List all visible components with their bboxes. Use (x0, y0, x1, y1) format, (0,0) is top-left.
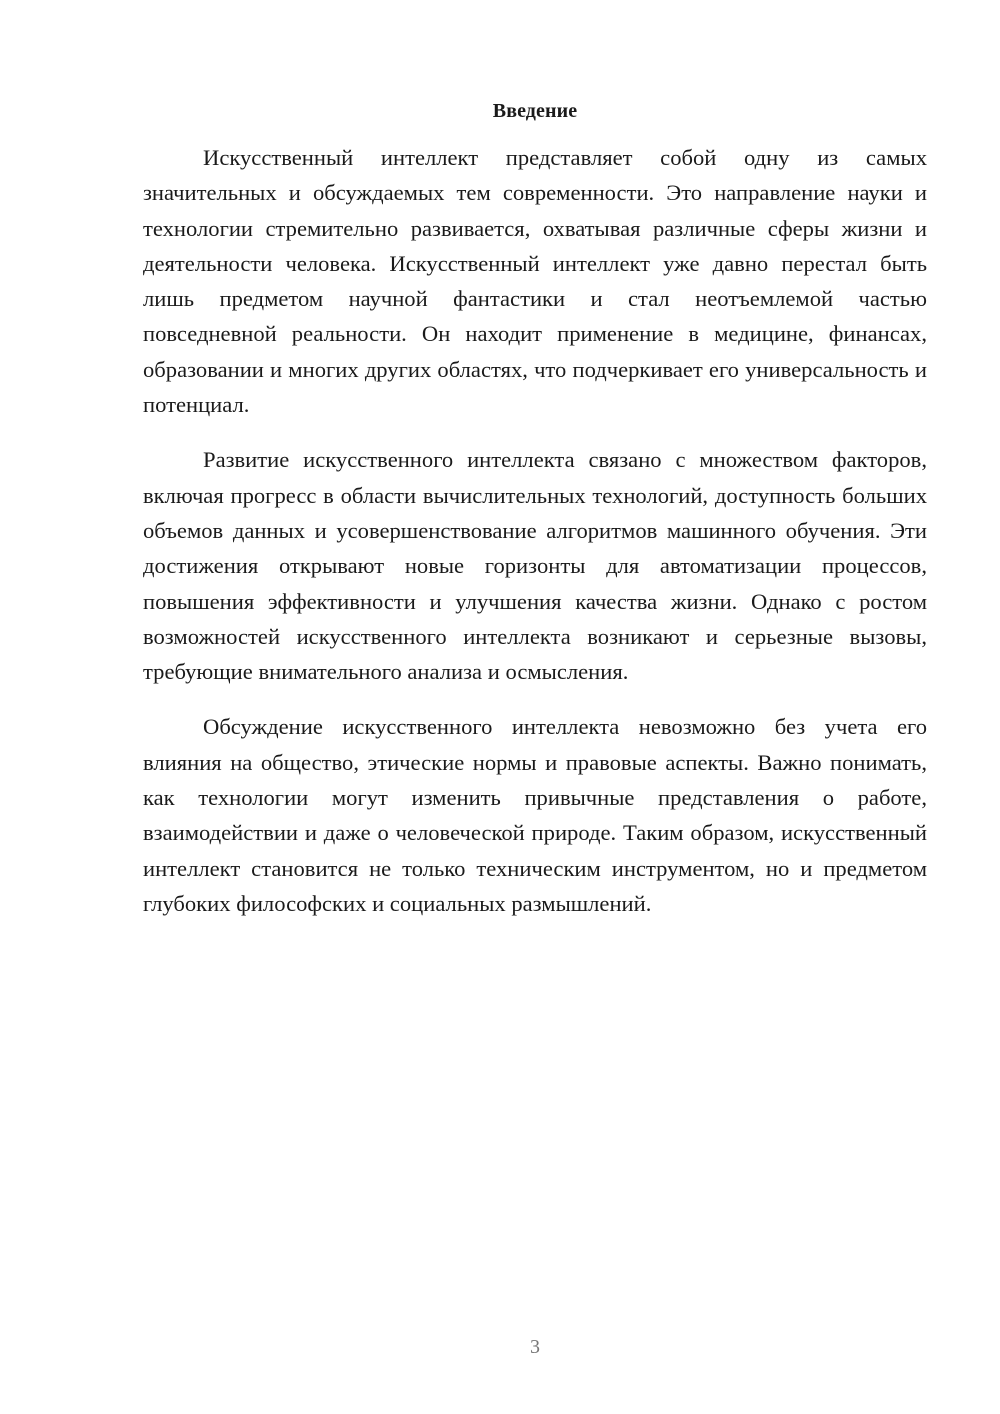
page-content (143, 96, 927, 921)
page-number: 3 (530, 1336, 540, 1358)
paragraph-2: Развитие искусственного интеллекта связано с множеством факторов, включая прогресс в области вычислительных технологий, доступность больших объемов данных и усовершенствование алгоритмов машинного обучения. Эти достижения открывают новые горизонты для автоматизации процессов, повышения эффективности и улучшения качества жизни. Однако с ростом возможностей искусственного интеллекта возникают и серьезные вызовы, требующие внимательного анализа и осмысления. (143, 447, 927, 685)
page-title: Введение (492, 100, 578, 122)
paragraph-3: Обсуждение искусственного интеллекта невозможно без учета его влияния на общество, этические нормы и правовые аспекты. Важно понимать, как технологии могут изменить привычные представления о работе, взаимодействии и даже о человеческой природе. Таким образом, искусственный интеллект становится не только техническим инструментом, но и предметом глубоких философских и социальных размышлений. (143, 714, 927, 916)
paragraph-1: Искусственный интеллект представляет собой одну из самых значительных и обсуждаемых тем современности. Это направление науки и технологии стремительно развивается, охватывая различные сферы жизни и деятельности человека. Искусственный интеллект уже давно перестал быть лишь предметом научной фантастики и стал неотъемлемой частью повседневной реальности. Он находит применение в медицине, финансах, образовании и многих других областях, что подчеркивает его универсальность и потенциал. (143, 145, 927, 418)
